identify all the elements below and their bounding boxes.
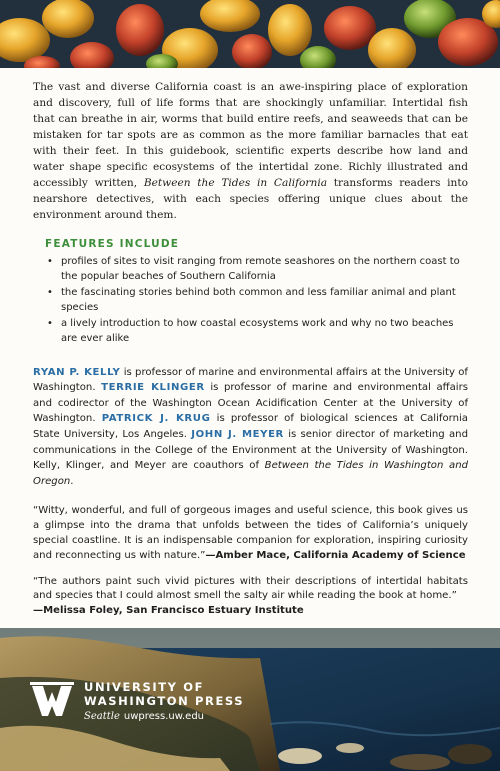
features-heading: FEATURES INCLUDE (45, 238, 180, 250)
author-bios (33, 365, 468, 490)
book-title: Between the Tides in California (143, 177, 328, 189)
author-bio-meyer: is senior director of marketing and communications in the College of the Environment at the University of Washington. Kelly, Klinger, and Meyer are coauthors of (33, 428, 468, 472)
book-description (33, 79, 468, 223)
author-name-meyer: JOHN J. MEYER (191, 428, 284, 440)
features-list-item: • profiles of sites to visit ranging from remote seashores on the northern coast to the popular beaches of Southern California (45, 255, 468, 284)
review-quote (33, 575, 468, 619)
uw-logo-icon (30, 682, 74, 720)
publisher-city: Seattle (84, 711, 120, 722)
publisher-line-1: UNIVERSITY OF (84, 680, 205, 694)
description-text: The vast and diverse California coast is an awe-inspiring place of exploration and discovery, full of life forms that are shockingly unfamiliar. Intertidal fish that can breathe in air, worms that build entire reefs, and seaweeds that can be mistaken for tar spots are as common as the more familiar barnacles that eat with their feet. In this guidebook, scientific experts describe how land and water shape specific ecosystems of the intertidal zone. Richly illustrated and accessibly written, (33, 81, 468, 189)
review-quote (33, 504, 468, 563)
quote-attribution: —Melissa Foley, San Francisco Estuary Institute (33, 605, 304, 617)
publisher-location-url (84, 711, 244, 722)
prior-book-title: Between the Tides in Washington and Oregon (33, 460, 468, 487)
quote-attribution: —Amber Mace, California Academy of Science (205, 549, 466, 561)
author-name-klinger: TERRIE KLINGER (101, 382, 205, 394)
author-name-kelly: RYAN P. KELLY (33, 366, 121, 378)
author-name-krug: PATRICK J. KRUG (101, 413, 211, 425)
author-bio-end: . (70, 475, 74, 487)
publisher-block (30, 680, 244, 722)
features-list (45, 255, 468, 347)
quote-text: “Witty, wonderful, and full of gorgeous images and useful science, this book gives us a glimpse into the drama that unfolds between the tides of California’s uniquely special coastline. It is an indispensable companion for exploration, inspiring curiosity and reconnecting us with nature.” (33, 505, 468, 561)
publisher-url: uwpress.uw.edu (123, 711, 205, 722)
author-bio-kelly: is professor of marine and environmental affairs at the University of Washington. (33, 366, 468, 394)
author-bio-klinger: is professor of marine and environmental affairs and codirector of the Washington Ocean Acidification Center at the University of Washington. (33, 382, 468, 425)
author-bio-krug: is professor of biological sciences at California State University, Los Angeles. (33, 413, 468, 440)
back-cover-text (33, 79, 468, 663)
publisher-line-2: WASHINGTON PRESS (84, 694, 245, 708)
publisher-name (84, 680, 244, 722)
features-list-item: • the fascinating stories behind both common and less familiar animal and plant species (45, 286, 468, 315)
quote-text: “The authors paint such vivid pictures with their descriptions of intertidal habitats and species that I could almost smell the salty air while reading the book at home.” (33, 575, 468, 602)
top-cover-photo (0, 0, 500, 68)
features-list-item: • a lively introduction to how coastal ecosystems work and why no two beaches are ever alike (45, 317, 468, 346)
description-text-end: transforms readers into nearshore detectives, with each species offering unique clues about the environment around them. (33, 177, 468, 221)
